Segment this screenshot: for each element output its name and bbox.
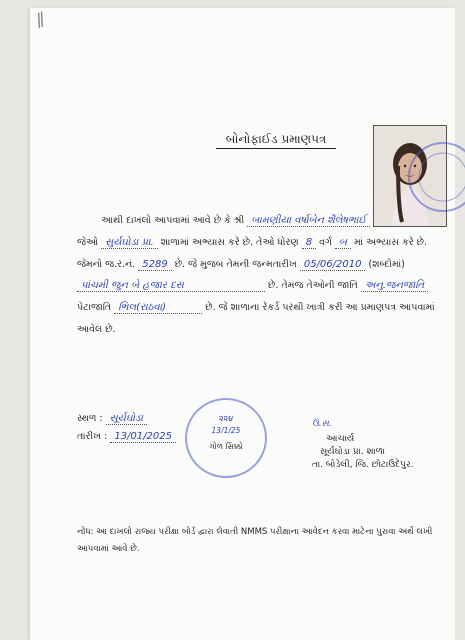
seal-icon <box>410 144 465 210</box>
certificate-line-1: આથી દાખલો આપવામાં આવે છે કે શ્રી બામણીયા વર્ષાબેન શૈલેષભાઈ <box>77 215 370 227</box>
corner-mark: // <box>32 9 46 32</box>
date-row: તારીખ : 13/01/2025 <box>77 431 176 443</box>
place-row: સ્થળ : સૂર્યઘોડા <box>77 413 147 425</box>
school-name: સુર્યઘોડા પ્રા. <box>101 237 158 249</box>
signatory-title: આચાર્ય <box>326 434 355 444</box>
signatory-school: સૂર્યઘોડા પ્રા. શાળા <box>320 447 385 457</box>
registration-number: 5289 <box>138 259 171 271</box>
school-seal-right <box>408 142 465 212</box>
certificate-sheet <box>30 8 455 640</box>
caste-value: અનુ.જનજાતિ <box>361 280 428 292</box>
certificate-line-4: પાંચમી જુન બે હજાર દસ છે. તેમજ તેઓની જાતિ અનુ.જનજાતિ <box>77 280 428 292</box>
place-value: સૂર્યઘોડા <box>106 413 147 425</box>
sub-caste-value: ભિલ(રાઠવા) <box>114 302 202 314</box>
birth-date-words: પાંચમી જુન બે હજાર દસ <box>77 280 265 292</box>
certificate-line-3: જેમનો જ.ર.નં. 5289 છે. જે મુજબ તેમની જન્મતારીખ 05/06/2010 (શબ્દોમાં) <box>77 259 405 270</box>
student-name: બામણીયા વર્ષાબેન શૈલેષભાઈ <box>247 215 370 227</box>
division-value: બ <box>335 237 351 249</box>
page-title: બોનોફાઈડ પ્રમાણપત્ર <box>216 132 336 149</box>
seal-number: ૨૨૪ <box>218 414 234 423</box>
footer-note: નોંધ: આ દાખલો રાજ્ય પરીક્ષા બોર્ડ દ્વારા લેવાતી NMMS પરીક્ષાના આવેદન કરવા માટેના પુરાવા અર્થે લખી આપવામાં આવે છે. <box>77 527 433 554</box>
seal-date: 13/1/25 <box>211 426 241 435</box>
round-seal <box>185 398 267 478</box>
certificate-line-2: જેઓ સુર્યઘોડા પ્રા. શાળામાં અભ્યાસ કરે છે. તેઓ ધોરણ 8 વર્ગ બ માં અભ્યાસ કરે છે. <box>77 237 428 248</box>
standard-value: 8 <box>302 237 316 249</box>
seal-label: ગોળ સિક્કો <box>209 442 243 451</box>
certificate-line-5: પેટાજાતિ ભિલ(રાઠવા) છે. જે શાળાના રેકર્ડ પરથી ખાત્રી કરી આ પ્રમાણપત્ર આપવામાં <box>77 302 435 313</box>
date-value: 13/01/2025 <box>110 431 176 443</box>
certificate-line-6: આવેલ છે. <box>77 324 116 335</box>
signatory-address: તા. બોડેલી, જિ. છોટાઉદેપુર. <box>312 460 414 470</box>
birth-date: 05/06/2010 <box>300 259 366 271</box>
signature: ઉ.સ. <box>312 419 332 429</box>
